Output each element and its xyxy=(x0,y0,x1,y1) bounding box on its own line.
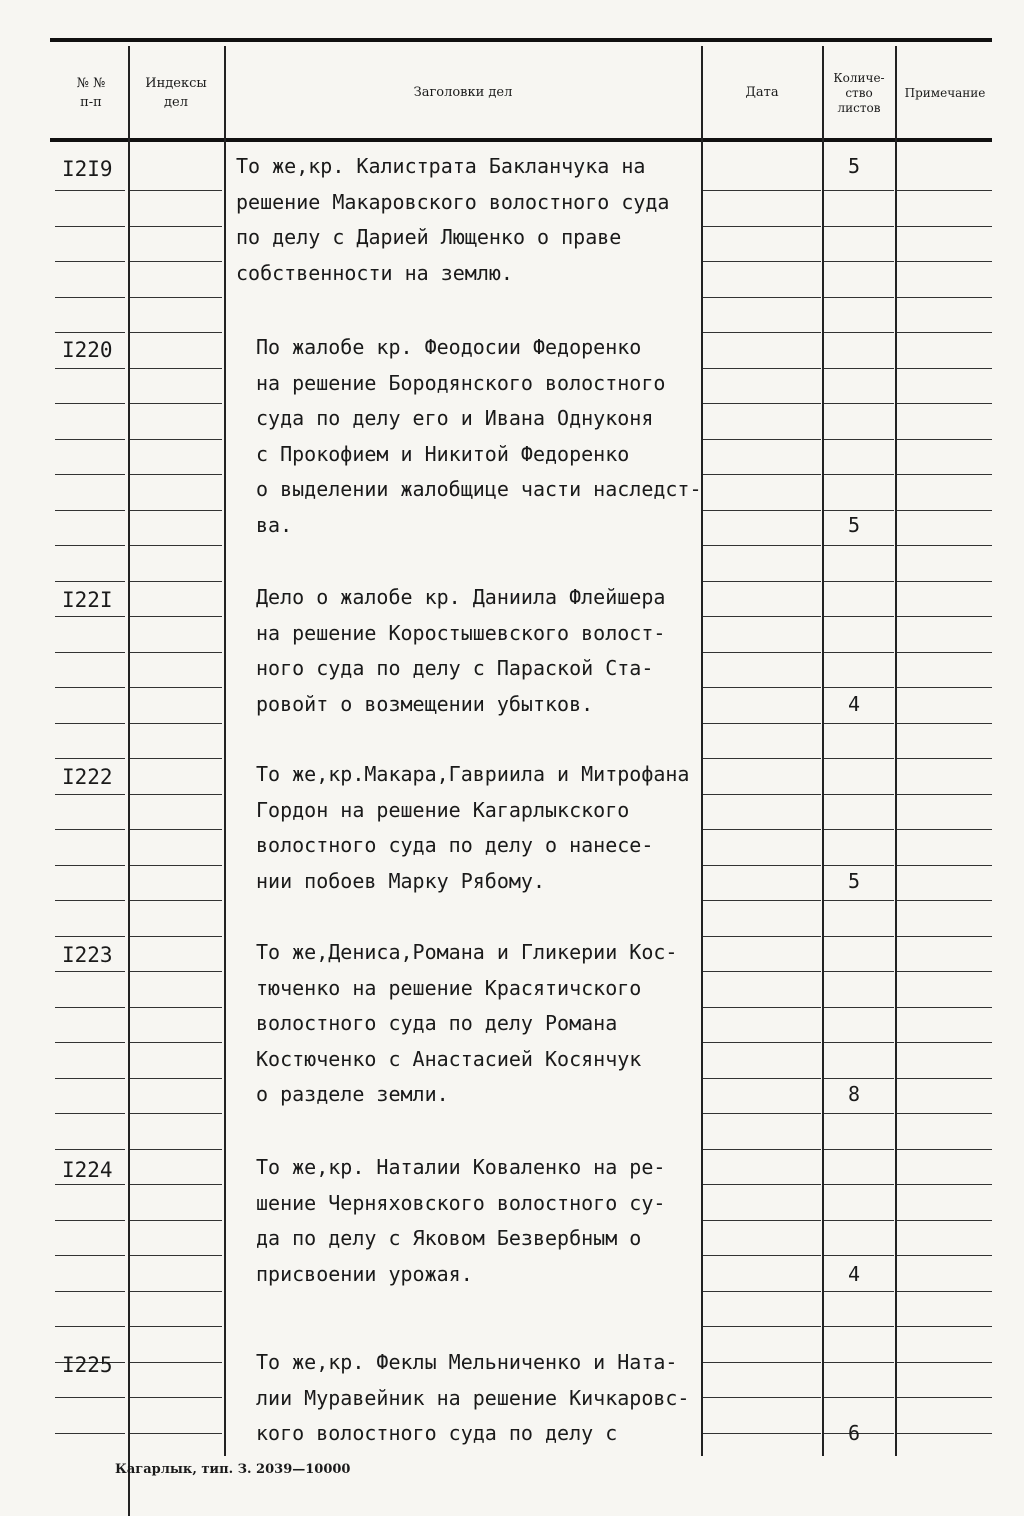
row-rule xyxy=(824,971,894,972)
row-rule xyxy=(55,936,125,937)
row-rule xyxy=(130,474,222,475)
row-rule xyxy=(897,687,992,688)
row-rule xyxy=(897,723,992,724)
record-title-line: лии Муравейник на решение Кичкаровс- xyxy=(256,1386,690,1410)
row-rule xyxy=(703,652,821,653)
row-rule xyxy=(824,1007,894,1008)
row-rule xyxy=(703,1255,821,1256)
record-title-line: По жалобе кр. Феодосии Федоренко xyxy=(256,335,642,359)
record-title-line: Костюченко с Анастасией Косянчук xyxy=(256,1047,642,1071)
row-rule xyxy=(897,1291,992,1292)
record-sheet-count: 5 xyxy=(848,869,861,893)
row-rule xyxy=(703,1362,821,1363)
row-rule xyxy=(824,1113,894,1114)
row-rule xyxy=(55,1433,125,1434)
row-rule xyxy=(703,687,821,688)
row-rule xyxy=(55,1326,125,1327)
row-rule xyxy=(824,439,894,440)
row-rule xyxy=(703,510,821,511)
row-rule xyxy=(703,971,821,972)
row-rule xyxy=(824,829,894,830)
record-title-line: То же,кр. Калистрата Бакланчука на xyxy=(236,154,646,178)
row-rule xyxy=(824,1042,894,1043)
row-rule xyxy=(897,297,992,298)
row-rule xyxy=(824,723,894,724)
row-rule xyxy=(55,439,125,440)
row-rule xyxy=(703,332,821,333)
record-number: I223 xyxy=(62,943,113,967)
row-rule xyxy=(130,190,222,191)
row-rule xyxy=(130,1113,222,1114)
row-rule xyxy=(703,900,821,901)
header-quantity xyxy=(824,50,894,136)
record-title-line: То же,Дениса,Романа и Гликерии Кос- xyxy=(256,940,678,964)
row-rule xyxy=(897,1397,992,1398)
row-rule xyxy=(897,616,992,617)
row-rule xyxy=(897,190,992,191)
row-rule xyxy=(55,723,125,724)
record-number: I2I9 xyxy=(62,157,113,181)
column-divider xyxy=(224,46,226,1456)
row-rule xyxy=(703,403,821,404)
row-rule xyxy=(130,510,222,511)
header-note xyxy=(897,50,993,136)
row-rule xyxy=(55,226,125,227)
row-rule xyxy=(55,332,125,333)
row-rule xyxy=(55,403,125,404)
row-rule xyxy=(703,758,821,759)
row-rule xyxy=(55,1007,125,1008)
record-sheet-count: 5 xyxy=(848,154,861,178)
row-rule xyxy=(824,1362,894,1363)
row-rule xyxy=(897,1078,992,1079)
row-rule xyxy=(897,1362,992,1363)
row-rule xyxy=(703,1042,821,1043)
row-rule xyxy=(897,1433,992,1434)
row-rule xyxy=(130,1007,222,1008)
record-sheet-count: 4 xyxy=(848,1262,861,1286)
row-rule xyxy=(824,545,894,546)
record-title-line: тюченко на решение Красятичского xyxy=(256,976,642,1000)
column-divider xyxy=(701,46,703,1456)
row-rule xyxy=(824,332,894,333)
row-rule xyxy=(897,403,992,404)
row-rule xyxy=(130,1255,222,1256)
header-date xyxy=(703,50,821,136)
row-rule xyxy=(897,971,992,972)
header-quantity-line: Количе- xyxy=(833,70,885,85)
record-title-line: То же,кр.Макара,Гавриила и Митрофана xyxy=(256,762,690,786)
row-rule xyxy=(897,829,992,830)
row-rule xyxy=(703,581,821,582)
row-rule xyxy=(897,510,992,511)
row-rule xyxy=(703,1149,821,1150)
row-rule xyxy=(897,758,992,759)
record-title-line: То же,кр. Феклы Мельниченко и Ната- xyxy=(256,1350,678,1374)
row-rule xyxy=(824,226,894,227)
row-rule xyxy=(130,1078,222,1079)
record-title-line: Гордон на решение Кагарлыкского xyxy=(256,798,630,822)
record-title-line: о разделе земли. xyxy=(256,1082,449,1106)
row-rule xyxy=(824,687,894,688)
header-date-text: Дата xyxy=(745,85,779,101)
record-sheet-count: 6 xyxy=(848,1421,861,1445)
row-rule xyxy=(824,403,894,404)
row-rule xyxy=(130,1326,222,1327)
row-rule xyxy=(130,261,222,262)
row-rule xyxy=(824,190,894,191)
row-rule xyxy=(55,1255,125,1256)
row-rule xyxy=(55,829,125,830)
row-rule xyxy=(897,1113,992,1114)
row-rule xyxy=(130,1220,222,1221)
row-rule xyxy=(130,616,222,617)
row-rule xyxy=(55,900,125,901)
header-number xyxy=(55,50,127,136)
row-rule xyxy=(897,368,992,369)
record-number: I222 xyxy=(62,765,113,789)
record-title-line: волостного суда по делу о нанесе- xyxy=(256,833,654,857)
row-rule xyxy=(55,297,125,298)
row-rule xyxy=(130,1397,222,1398)
row-rule xyxy=(897,865,992,866)
record-title-line: То же,кр. Наталии Коваленко на ре- xyxy=(256,1155,666,1179)
row-rule xyxy=(130,332,222,333)
record-number: I220 xyxy=(62,338,113,362)
record-number: I22I xyxy=(62,588,113,612)
row-rule xyxy=(703,545,821,546)
row-rule xyxy=(55,474,125,475)
row-rule xyxy=(703,1220,821,1221)
header-index xyxy=(130,50,222,136)
row-rule xyxy=(703,1184,821,1185)
row-rule xyxy=(130,1042,222,1043)
header-quantity-line: листов xyxy=(837,100,881,115)
row-rule xyxy=(703,616,821,617)
record-title-line: о выделении жалобщице части наследст- xyxy=(256,477,702,501)
row-rule xyxy=(55,616,125,617)
row-rule xyxy=(55,971,125,972)
row-rule xyxy=(897,1042,992,1043)
row-rule xyxy=(703,794,821,795)
row-rule xyxy=(897,581,992,582)
row-rule xyxy=(897,1255,992,1256)
row-rule xyxy=(703,1291,821,1292)
row-rule xyxy=(55,652,125,653)
row-rule xyxy=(130,865,222,866)
row-rule xyxy=(897,545,992,546)
row-rule xyxy=(824,1220,894,1221)
row-rule xyxy=(55,865,125,866)
row-rule xyxy=(703,723,821,724)
record-title-line: шение Черняховского волостного су- xyxy=(256,1191,666,1215)
header-number-line: п-п xyxy=(80,95,102,110)
row-rule xyxy=(55,368,125,369)
row-rule xyxy=(55,1149,125,1150)
row-rule xyxy=(824,297,894,298)
row-rule xyxy=(703,474,821,475)
record-sheet-count: 5 xyxy=(848,513,861,537)
record-title-line: суда по делу его и Ивана Однуконя xyxy=(256,406,654,430)
row-rule xyxy=(55,1113,125,1114)
row-rule xyxy=(130,900,222,901)
row-rule xyxy=(824,510,894,511)
row-rule xyxy=(897,261,992,262)
row-rule xyxy=(55,1220,125,1221)
row-rule xyxy=(824,1397,894,1398)
column-divider xyxy=(895,46,897,1456)
record-number: I224 xyxy=(62,1158,113,1182)
record-title-line: по делу с Дарией Лющенко о праве xyxy=(236,225,622,249)
row-rule xyxy=(130,758,222,759)
row-rule xyxy=(824,1255,894,1256)
record-title-line: нии побоев Марку Рябому. xyxy=(256,869,545,893)
row-rule xyxy=(55,794,125,795)
row-rule xyxy=(130,794,222,795)
record-title-line: Дело о жалобе кр. Даниила Флейшера xyxy=(256,585,666,609)
row-rule xyxy=(130,297,222,298)
row-rule xyxy=(824,1078,894,1079)
header-rule xyxy=(50,138,992,142)
printer-imprint: Кагарлык, тип. З. 2039—10000 xyxy=(115,1462,351,1477)
row-rule xyxy=(897,1007,992,1008)
row-rule xyxy=(130,581,222,582)
row-rule xyxy=(703,439,821,440)
row-rule xyxy=(824,900,894,901)
row-rule xyxy=(824,758,894,759)
row-rule xyxy=(130,439,222,440)
column-divider xyxy=(128,46,130,1516)
record-title-line: волостного суда по делу Романа xyxy=(256,1011,618,1035)
row-rule xyxy=(703,865,821,866)
header-quantity-line: ство xyxy=(845,85,873,100)
row-rule xyxy=(897,1149,992,1150)
header-index-line: дел xyxy=(164,95,188,110)
row-rule xyxy=(824,368,894,369)
row-rule xyxy=(897,900,992,901)
row-rule xyxy=(130,1362,222,1363)
row-rule xyxy=(897,794,992,795)
row-rule xyxy=(55,758,125,759)
row-rule xyxy=(55,1184,125,1185)
row-rule xyxy=(824,1291,894,1292)
record-title-line: с Прокофием и Никитой Федоренко xyxy=(256,442,630,466)
row-rule xyxy=(130,226,222,227)
row-rule xyxy=(703,829,821,830)
row-rule xyxy=(824,474,894,475)
row-rule xyxy=(130,723,222,724)
record-sheet-count: 4 xyxy=(848,692,861,716)
row-rule xyxy=(55,1078,125,1079)
header-number-line: № № xyxy=(76,75,106,91)
row-rule xyxy=(897,226,992,227)
top-rule xyxy=(50,38,992,42)
row-rule xyxy=(130,545,222,546)
row-rule xyxy=(897,652,992,653)
row-rule xyxy=(703,226,821,227)
row-rule xyxy=(55,1042,125,1043)
row-rule xyxy=(897,474,992,475)
row-rule xyxy=(897,936,992,937)
row-rule xyxy=(130,1291,222,1292)
record-title-line: на решение Бородянского волостного xyxy=(256,371,666,395)
row-rule xyxy=(897,1220,992,1221)
row-rule xyxy=(130,403,222,404)
row-rule xyxy=(824,1326,894,1327)
record-title-line: присвоении урожая. xyxy=(256,1262,473,1286)
record-title-line: на решение Коростышевского волост- xyxy=(256,621,666,645)
row-rule xyxy=(703,261,821,262)
row-rule xyxy=(130,971,222,972)
row-rule xyxy=(55,261,125,262)
row-rule xyxy=(824,652,894,653)
row-rule xyxy=(824,261,894,262)
record-number: I225 xyxy=(62,1353,113,1377)
row-rule xyxy=(703,936,821,937)
row-rule xyxy=(703,190,821,191)
row-rule xyxy=(824,616,894,617)
row-rule xyxy=(703,1397,821,1398)
header-title xyxy=(226,50,700,136)
row-rule xyxy=(55,190,125,191)
row-rule xyxy=(703,1078,821,1079)
row-rule xyxy=(897,1326,992,1327)
row-rule xyxy=(824,936,894,937)
row-rule xyxy=(897,1184,992,1185)
record-sheet-count: 8 xyxy=(848,1082,861,1106)
row-rule xyxy=(703,1326,821,1327)
header-title-text: Заголовки дел xyxy=(413,85,513,101)
record-title-line: ровойт о возмещении убытков. xyxy=(256,692,594,716)
row-rule xyxy=(824,581,894,582)
row-rule xyxy=(55,581,125,582)
row-rule xyxy=(130,1149,222,1150)
record-title-line: решение Макаровского волостного суда xyxy=(236,190,670,214)
row-rule xyxy=(130,936,222,937)
row-rule xyxy=(55,1291,125,1292)
row-rule xyxy=(130,1184,222,1185)
row-rule xyxy=(897,439,992,440)
row-rule xyxy=(824,1149,894,1150)
row-rule xyxy=(55,510,125,511)
row-rule xyxy=(130,652,222,653)
header-index-line: Индексы xyxy=(145,75,207,91)
row-rule xyxy=(824,1184,894,1185)
row-rule xyxy=(55,687,125,688)
record-title-line: да по делу с Яковом Безвербным о xyxy=(256,1226,642,1250)
record-title-line: кого волостного суда по делу с xyxy=(256,1421,618,1445)
record-title-line: собственности на землю. xyxy=(236,261,513,285)
row-rule xyxy=(703,1007,821,1008)
row-rule xyxy=(55,1397,125,1398)
column-divider xyxy=(822,46,824,1456)
row-rule xyxy=(703,368,821,369)
row-rule xyxy=(130,829,222,830)
row-rule xyxy=(897,332,992,333)
row-rule xyxy=(55,545,125,546)
row-rule xyxy=(703,297,821,298)
header-note-text: Примечание xyxy=(904,86,986,100)
row-rule xyxy=(824,865,894,866)
row-rule xyxy=(824,794,894,795)
row-rule xyxy=(703,1113,821,1114)
row-rule xyxy=(130,368,222,369)
record-title-line: ного суда по делу с Параской Ста- xyxy=(256,656,654,680)
row-rule xyxy=(130,1433,222,1434)
record-title-line: ва. xyxy=(256,513,293,537)
row-rule xyxy=(130,687,222,688)
row-rule xyxy=(703,1433,821,1434)
